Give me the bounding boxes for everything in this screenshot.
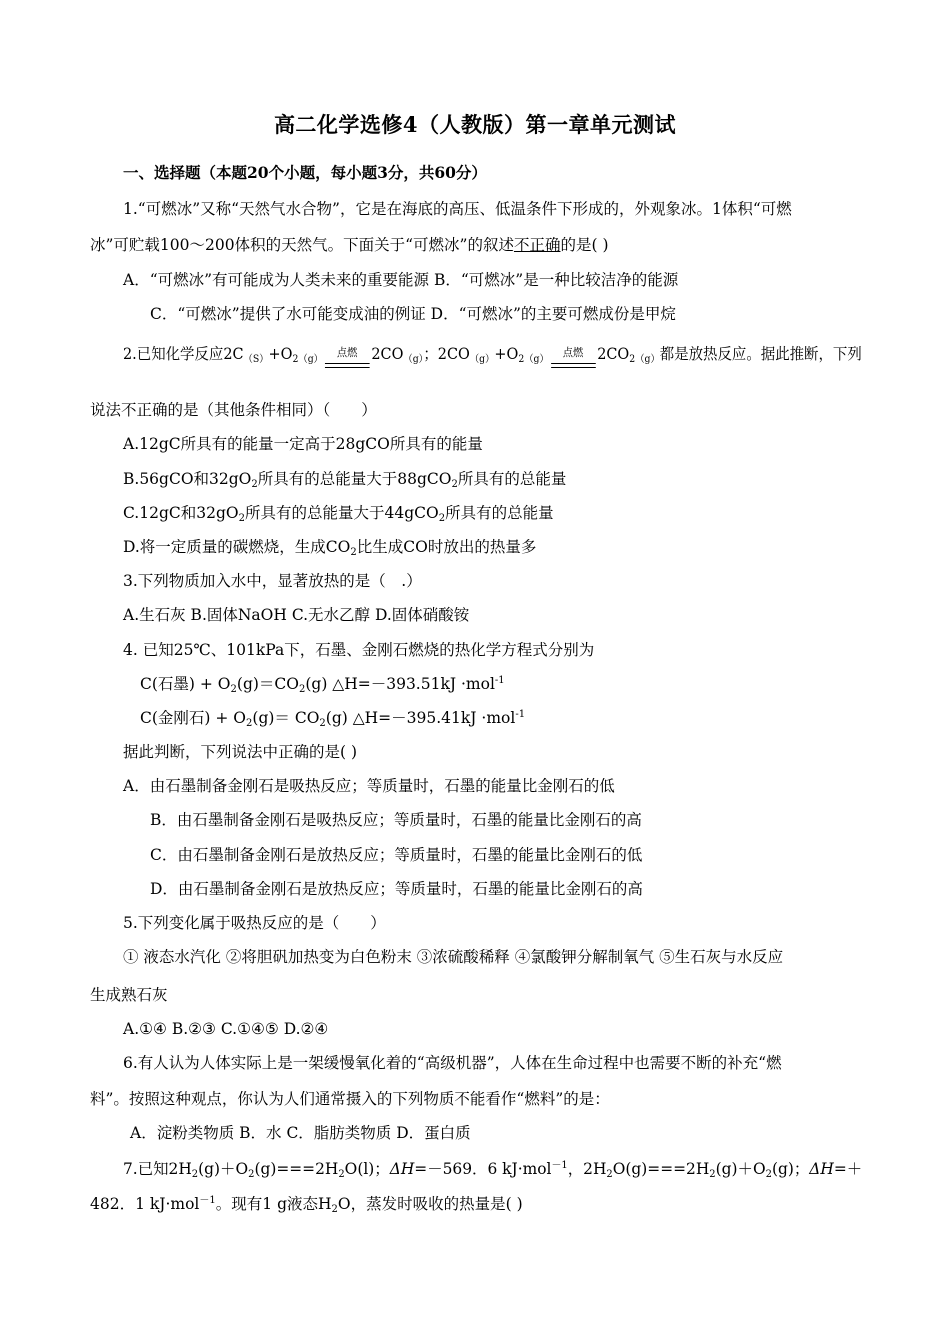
q4-option-d: D．由石墨制备金刚石是放热反应；等质量时，石墨的能量比金刚石的高 — [150, 880, 643, 898]
reaction-condition-mark: 点燃 — [325, 350, 370, 361]
q1-options-cd: C．“可燃冰”提供了水可能变成油的例证 D．“可燃冰”的主要可燃成份是甲烷 — [150, 305, 676, 323]
q2-option-a: A.12gC所具有的能量一定高于28gCO所具有的能量 — [123, 435, 483, 453]
q1-underlined-text: 不正确 — [513, 236, 561, 254]
q3-options: A.生石灰 B.固体NaOH C.无水乙醇 D.固体硝酸铵 — [123, 606, 470, 624]
reaction-condition-mark: 点燃 — [551, 350, 596, 361]
q5-items-line1: ① 液态水汽化 ②将胆矾加热变为白色粉末 ③浓硫酸稀释 ④氯酸钾分解制氧气 ⑤生石灰与水反应 — [123, 948, 784, 966]
q4-equation-graphite: C(石墨) + $O_2(g)=CO_2(g)$ △H=－393.51kJ ·mol$^{-1}$ — [140, 675, 505, 695]
q2-stem-line2: 说法不正确的是（其他条件相同）（ ） — [90, 401, 377, 419]
q4-equation-diamond: C(金刚石) + $O_2(g)= CO_2(g)$ △H=－395.41kJ ·mol$^{-1}$ — [140, 709, 526, 729]
q7-stem-line2: 482．1 kJ·mol$^{-1}$。现有1 g液态$H_2O$，蒸发时吸收的热量是( ) — [90, 1195, 523, 1215]
q4-stem: 4. 已知25℃、101kPa下，石墨、金刚石燃烧的热化学方程式分别为 — [123, 641, 595, 659]
q4-option-b: B．由石墨制备金刚石是吸热反应；等质量时，石墨的能量比金刚石的高 — [150, 811, 642, 829]
q5-items-line2: 生成熟石灰 — [90, 986, 168, 1004]
page-title: 高二化学选修4（人教版）第一章单元测试 — [273, 112, 677, 137]
q1-options-ab: A．“可燃冰”有可能成为人类未来的重要能源 B．“可燃冰”是一种比较洁净的能源 — [123, 271, 679, 289]
q1-stem-line1: 1.“可燃冰”又称“天然气水合物”，它是在海底的高压、低温条件下形成的，外观象冰。1体积“可燃 — [123, 200, 792, 218]
q5-stem: 5.下列变化属于吸热反应的是（ ） — [123, 914, 386, 932]
q4-judge: 据此判断，下列说法中正确的是( ) — [123, 743, 358, 761]
q7-stem-line1: 7.已知$2H_2(g)+O_2(g)===2H_2O(l)$；ΔH=－569．6 kJ·mol$^{-1}$，$2H_2O(g)===2H_2(g)+O_2(g)$；ΔH=＋ — [123, 1160, 863, 1180]
q2-stem-line1: 2.已知化学反应$2C(S)+O_2(g)$ 点燃 2CO（g）；$2CO(g)+O_2(g)$ 点燃 $2CO_2(g)$都是放热反应。据此推断，下列 — [123, 344, 862, 370]
q2-option-c: C.12gC和$32gO_2$所具有的总能量大于44gCO$_2$所具有的总能量 — [123, 504, 554, 524]
q3-stem: 3.下列物质加入水中，显著放热的是（ .） — [123, 572, 422, 590]
section-heading: 一、选择题（本题20个小题，每小题3分，共60分） — [123, 163, 487, 182]
q2-option-b: B.56gCO和$32gO_2$所具有的总能量大于88gCO$_2$所具有的总能量 — [123, 470, 567, 490]
q5-options: A.①④ B.②③ C.①④⑤ D.②④ — [123, 1020, 329, 1038]
q6-stem-line2: 料”。按照这种观点，你认为人们通常摄入的下列物质不能看作“燃料”的是： — [90, 1090, 610, 1108]
q6-options: A．淀粉类物质 B．水 C．脂肪类物质 D．蛋白质 — [130, 1124, 471, 1142]
q1-stem-line2: 冰”可贮载100～200体积的天然气。下面关于“可燃冰”的叙述不正确的是( ) — [90, 236, 609, 254]
q6-stem-line1: 6.有人认为人体实际上是一架缓慢氧化着的“高级机器”，人体在生命过程中也需要不断的补充“燃 — [123, 1054, 782, 1072]
q2-option-d: D.将一定质量的碳燃烧，生成$CO_2$比生成CO时放出的热量多 — [123, 538, 537, 558]
q4-option-c: C．由石墨制备金刚石是放热反应；等质量时，石墨的能量比金刚石的低 — [150, 846, 643, 864]
q4-option-a: A．由石墨制备金刚石是吸热反应；等质量时，石墨的能量比金刚石的低 — [123, 777, 615, 795]
